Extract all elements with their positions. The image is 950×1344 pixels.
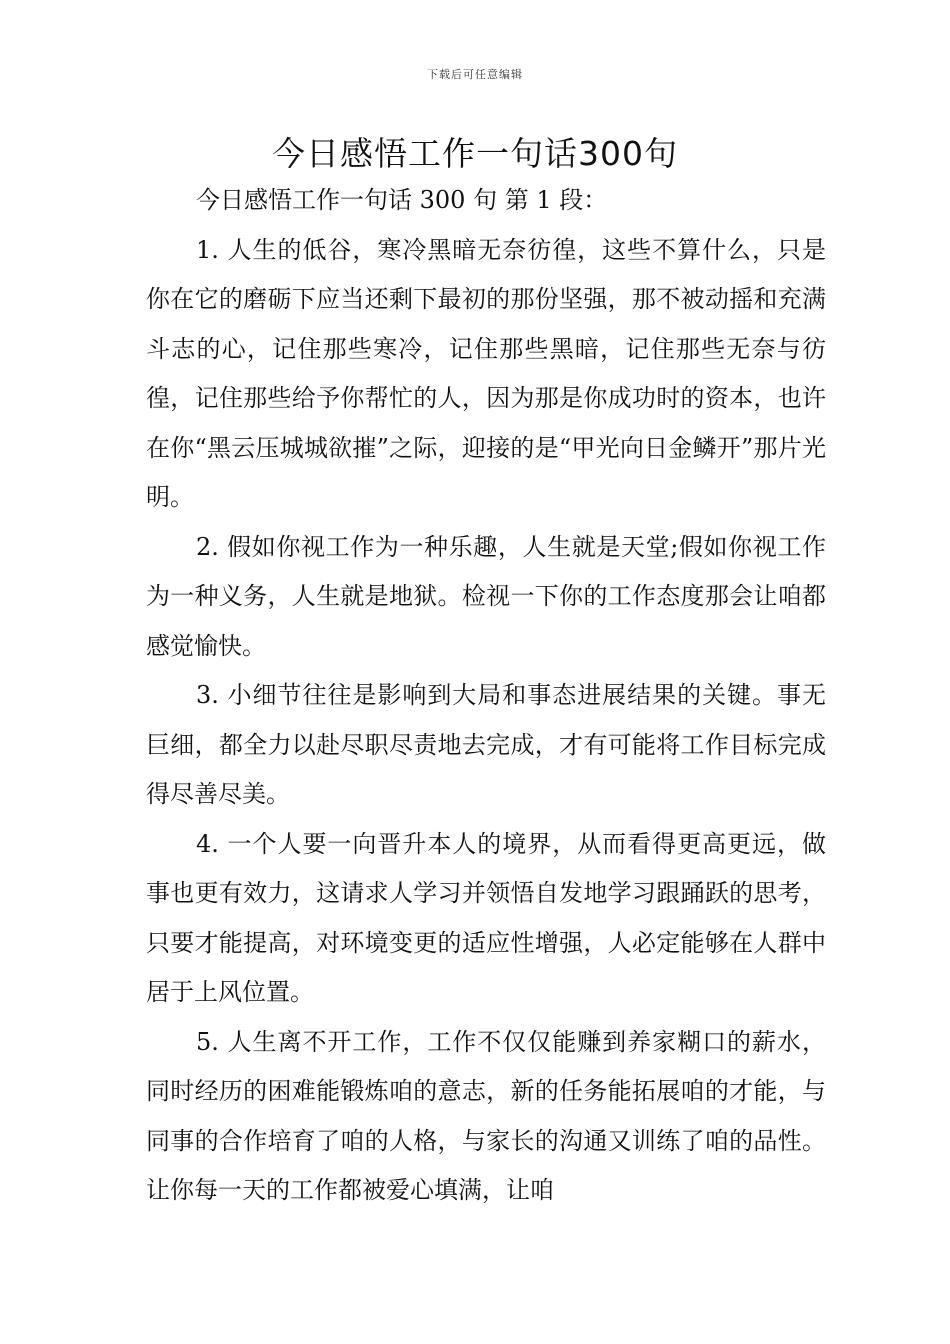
document-body bbox=[146, 176, 826, 1216]
paragraph-1: 1. 人生的低谷，寒冷黑暗无奈彷徨，这些不算什么，只是你在它的磨砺下应当还剩下最初的那份坚强，那不被动摇和充满斗志的心，记住那些寒冷，记住那些黑暗，记住那些无奈与彷徨，记住那些给予你帮忙的人，因为那是你成功时的资本，也许在你“黑云压城城欲摧”之际，迎接的是“甲光向日金鳞开”那片光明。 bbox=[146, 235, 826, 511]
paragraph-2: 2. 假如你视工作为一种乐趣，人生就是天堂;假如你视工作为一种义务，人生就是地狱。检视一下你的工作态度那会让咱都感觉愉快。 bbox=[146, 532, 826, 660]
document-title: 今日感悟工作一句话300句 bbox=[272, 134, 678, 173]
paragraph-4: 4. 一个人要一向晋升本人的境界，从而看得更高更远，做事也更有效力，这请求人学习并领悟自发地学习跟踊跃的思考，只要才能提高，对环境变更的适应性增强，人必定能够在人群中居于上风位置。 bbox=[146, 829, 826, 1006]
paragraph-3: 3. 小细节往往是影响到大局和事态进展结果的关键。事无巨细，都全力以赴尽职尽责地去完成，才有可能将工作目标完成得尽善尽美。 bbox=[146, 681, 826, 808]
section-heading: 今日感悟工作一句话 300 句 第 1 段： bbox=[196, 186, 608, 214]
paragraph-5: 5. 人生离不开工作，工作不仅仅能赚到养家糊口的薪水，同时经历的困难能锻炼咱的意志，新的任务能拓展咱的才能，与同事的合作培育了咱的人格，与家长的沟通又训练了咱的品性。让你每一天的工作都被爱心填满，让咱 bbox=[146, 1027, 826, 1204]
header-note: 下载后可任意编辑 bbox=[427, 68, 523, 81]
